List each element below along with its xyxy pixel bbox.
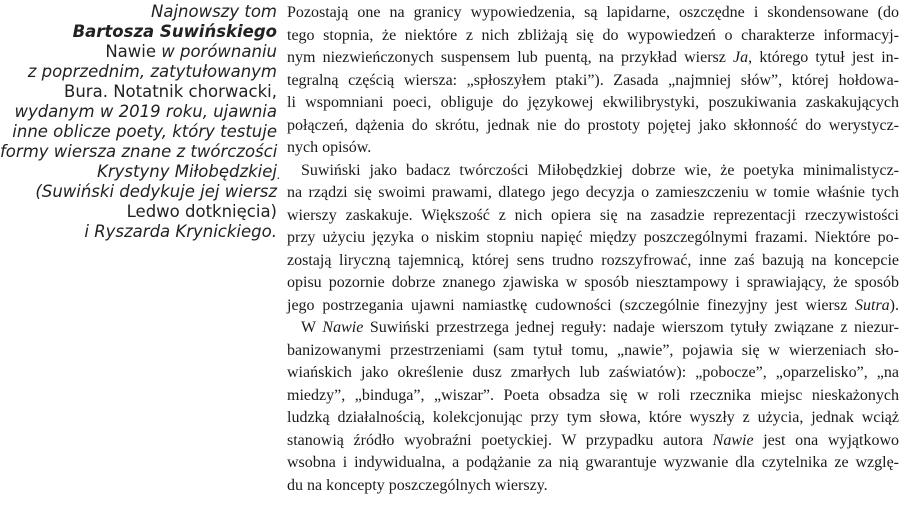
- body-text: Pozostają one na granicy wypowiedzenia, są lapidarne, oszczędne i skondensowane (do: [287, 4, 899, 21]
- body-text-line: [287, 25, 899, 48]
- pull-quote-line: [0, 122, 277, 142]
- body-text: wsobna i indywidualna, a podążanie za nią gwarantuje wyzwanie dla czytelnika ze wzglę-: [287, 454, 899, 471]
- body-text: miedzy”, „binduga”, „wiszar”. Poeta obsadza się w roli rzecznika miejsc nieskażonych: [287, 386, 899, 404]
- pull-quote-line: [0, 22, 277, 42]
- body-text: nym niezwieńczonych suspensem lub puentą, na przykład wiersz: [287, 49, 734, 66]
- pull-quote-line: [0, 202, 277, 222]
- pull-quote-line: [0, 42, 277, 62]
- pull-quote-line: [0, 162, 277, 182]
- body-text-line: [287, 362, 899, 385]
- pull-quote-text: wydanym w 2019 roku, ujawnia: [14, 102, 277, 121]
- body-text: W: [301, 319, 323, 336]
- body-text-line: [287, 2, 899, 25]
- body-text: ludzką działalnością, kolekcjonując przy tym słowa, które wyszły z użycia, jednak wciąż: [287, 409, 899, 426]
- body-text-line: [287, 317, 899, 340]
- body-text-line: [287, 295, 899, 318]
- body-text: nych opisów.: [287, 139, 372, 156]
- pull-quote-text: Bura. Notatnik chorwacki,: [64, 82, 277, 101]
- pull-quote: [0, 2, 277, 242]
- pull-quote-line: [0, 182, 277, 202]
- pull-quote-line: [0, 142, 277, 162]
- pull-quote-text: Krystyny Miłobędzkiej: [97, 162, 277, 181]
- pull-quote-line: [0, 2, 277, 22]
- body-text: stanowią źródło wyobraźni poetyckiej. W przypadku autora: [287, 431, 713, 449]
- body-text: tego stopnia, że niektóre z nich zbliżają się do wypowiedzeń o charakterze informacyj-: [287, 26, 899, 44]
- body-text-line: [287, 407, 899, 430]
- body-text: Ja: [733, 49, 749, 66]
- pull-quote-text: Ledwo dotknięcia): [126, 202, 277, 221]
- body-text-line: [287, 385, 899, 408]
- pull-quote-text: inne oblicze poety, który testuje: [12, 122, 277, 141]
- body-text: połączeń, dążenia do skrótu, jednak nie do prostoty pojętej jako skłonność do werystycz-: [287, 116, 899, 134]
- body-text: li wspomniani poeci, obliguje do językowej ekwilibrystyki, poszukiwania zaskakujących: [287, 94, 899, 111]
- pull-quote-line: [0, 82, 277, 102]
- body-text-line: [287, 47, 899, 70]
- pull-quote-text: (Suwiński dedykuje jej wiersz: [35, 182, 277, 201]
- body-text-line: [287, 205, 899, 228]
- body-text: Sutra: [855, 296, 890, 314]
- body-text-line: [287, 92, 899, 115]
- body-text: jest ona wyjątkowo: [753, 431, 900, 449]
- body-text: Nawie: [322, 319, 364, 336]
- pull-quote-text: Nawie: [105, 42, 162, 61]
- body-text-line: [287, 115, 899, 138]
- body-text-line: [287, 182, 899, 205]
- body-text: zostają liryczną tajemnicą, której sens trudno rozszyfrować, inne zaś bazują na koncepcie: [287, 251, 899, 269]
- pull-quote-text: i Ryszarda Krynickiego.: [84, 222, 277, 241]
- body-text: przy użyciu języka o niskim stopniu napięć między poszczególnymi frazami. Niektóre po-: [287, 229, 899, 246]
- body-text: , którego tytuł jest in-: [748, 49, 899, 66]
- pull-quote-line: [0, 222, 277, 242]
- body-text: wiańskich jako określenie dusz zmarłych lub zaświatów): „pobocze”, „oparzelisko”, „na: [287, 364, 899, 381]
- body-text: ).: [889, 296, 899, 314]
- body-text-line: [287, 475, 899, 498]
- body-text-line: [287, 137, 899, 160]
- body-text-line: [287, 452, 899, 475]
- body-text-line: [287, 430, 899, 453]
- pull-quote-text: formy wiersza znane z twórczości: [0, 142, 278, 161]
- pull-quote-text: w porównaniu: [161, 42, 277, 61]
- body-text: du na koncepty poszczególnych wierszy.: [287, 476, 548, 494]
- body-text: Suwiński jako badacz twórczości Miłobędzkiej dobrze wie, że poetyka minimalistycz-: [301, 161, 899, 179]
- pull-quote-text: Bartosza Suwińskiego: [72, 22, 277, 41]
- pull-quote-text: Najnowszy tom: [151, 2, 277, 21]
- body-text: Nawie: [712, 431, 754, 449]
- body-text: wierszy zaskakuje. Większość z nich opiera się na zasadzie reprezentacji rzeczywistości: [287, 206, 899, 224]
- body-text: tegralną częścią wiersza: „spłoszyłem ptaki”). Zasada „najmniej słów”, której hołdowa-: [287, 71, 899, 89]
- body-text-line: [287, 250, 899, 273]
- body-text: Suwiński przestrzega jednej reguły: nadaje wierszom tytuły związane z niezur-: [363, 319, 900, 336]
- body-text: opisu pozornie dobrze znanego zjawiska w sposób niesztampowy i sprawiający, że sposób: [287, 274, 899, 291]
- article-body: [287, 2, 899, 497]
- body-text: na rządzi się swoimi prawami, dlatego jego decyzja o zamieszczeniu w tomie właśnie tych: [287, 184, 899, 201]
- body-text-line: [287, 340, 899, 363]
- body-text-line: [287, 227, 899, 250]
- body-text: jego postrzegania ujawni namiastkę cudowności (szczególnie finezyjny jest wiersz: [287, 296, 855, 314]
- pull-quote-line: [0, 62, 277, 82]
- body-text: banizowanymi przestrzeniami (sam tytuł tomu, „nawie”, pojawia się w wierzeniach sło-: [287, 341, 899, 359]
- pull-quote-text: z poprzednim, zatytułowanym: [27, 62, 277, 81]
- body-text-line: [287, 70, 899, 93]
- body-text-line: [287, 272, 899, 295]
- paragraph-bullet: ·: [276, 172, 281, 187]
- pull-quote-line: [0, 102, 277, 122]
- body-text-line: [287, 160, 899, 183]
